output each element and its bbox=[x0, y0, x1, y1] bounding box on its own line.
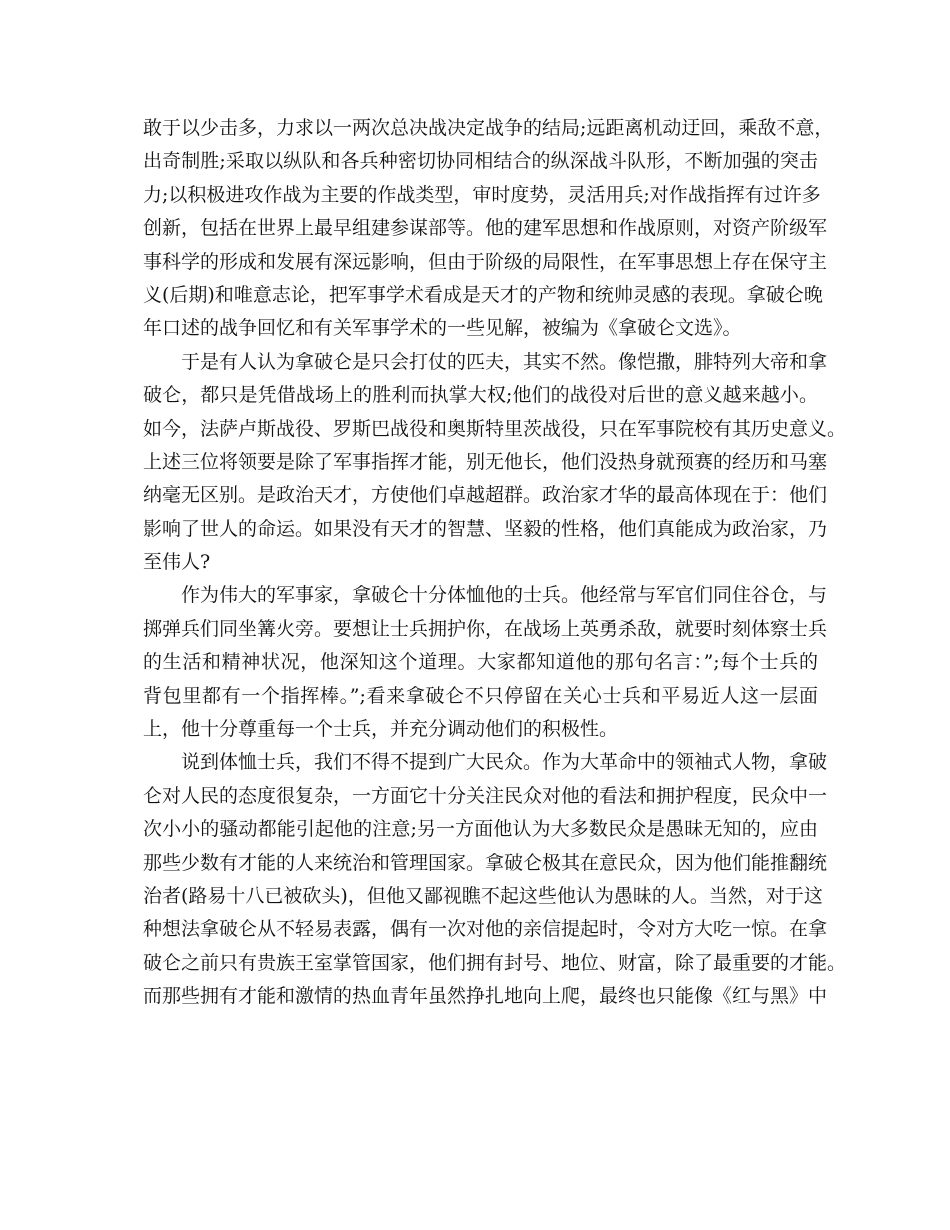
paragraph-3 bbox=[143, 579, 828, 746]
text-line: 说到体恤士兵，我们不得不提到广大民众。作为大革命中的领袖式人物，拿破 bbox=[181, 751, 828, 774]
text-line: 年口述的战争回忆和有关军事学术的一些见解，被编为《拿破仑文选》。 bbox=[143, 317, 742, 340]
text-line: 于是有人认为拿破仑是只会打仗的匹夫，其实不然。像恺撒，腓特列大帝和拿 bbox=[181, 350, 828, 373]
text-line: 的生活和精神状况，他深知这个道理。大家都知道他的那句名言：”;每个士兵的 bbox=[143, 651, 818, 674]
text-line: 治者(路易十八已被砍头)，但他又鄙视瞧不起这些他认为愚昧的人。当然，对于这 bbox=[143, 884, 823, 907]
text-line: 而那些拥有才能和激情的热血青年虽然挣扎地向上爬，最终也只能像《红与黑》中 bbox=[143, 985, 828, 1008]
text-line: 力;以积极进攻作战为主要的作战类型，审时度势，灵活用兵;对作战指挥有过许多 bbox=[143, 183, 821, 206]
text-line: 至伟人? bbox=[143, 551, 211, 574]
text-line: 创新，包括在世界上最早组建参谋部等。他的建军思想和作战原则，对资产阶级军 bbox=[143, 217, 828, 240]
text-line: 作为伟大的军事家，拿破仑十分体恤他的士兵。他经常与军官们同住谷仓，与 bbox=[181, 584, 828, 607]
text-line: 上，他十分尊重每一个士兵，并充分调动他们的积极性。 bbox=[143, 718, 619, 741]
text-line: 破仑，都只是凭借战场上的胜利而执掌大权;他们的战役对后世的意义越来越小。 bbox=[143, 384, 818, 407]
text-line: 纳毫无区别。是政治天才，方使他们卓越超群。政治家才华的最高体现在于：他们 bbox=[143, 484, 828, 507]
text-line: 义(后期)和唯意志论，把军事学术看成是天才的产物和统帅灵感的表现。拿破仑晚 bbox=[143, 283, 823, 306]
text-line: 敢于以少击多，力求以一两次总决战决定战争的结局;远距离机动迂回，乘敌不意， bbox=[143, 117, 834, 139]
text-line: 影响了世人的命运。如果没有天才的智慧、坚毅的性格，他们真能成为政治家，乃 bbox=[143, 517, 828, 540]
text-line: 那些少数有才能的人来统治和管理国家。拿破仑极其在意民众，因为他们能推翻统 bbox=[143, 851, 828, 874]
body-text bbox=[143, 112, 847, 1014]
text-line: 如今，法萨卢斯战役、罗斯巴战役和奥斯特里茨战役，只在军事院校有其历史意义。 bbox=[143, 417, 847, 440]
text-line: 破仑之前只有贵族王室掌管国家，他们拥有封号、地位、财富，除了最重要的才能。 bbox=[143, 951, 847, 974]
text-line: 掷弹兵们同坐篝火旁。要想让士兵拥护你，在战场上英勇杀敌，就要时刻体察士兵 bbox=[143, 617, 828, 640]
text-line: 种想法拿破仑从不轻易表露，偶有一次对他的亲信提起时，令对方大吃一惊。在拿 bbox=[143, 918, 828, 941]
paragraph-2 bbox=[143, 346, 847, 580]
text-line: 仑对人民的态度很复杂，一方面它十分关注民众对他的看法和拥护程度，民众中一 bbox=[143, 784, 828, 807]
paragraph-4 bbox=[143, 746, 847, 1013]
paragraph-1 bbox=[143, 112, 834, 346]
text-line: 事科学的形成和发展有深远影响，但由于阶级的局限性，在军事思想上存在保守主 bbox=[143, 250, 828, 273]
text-line: 背包里都有一个指挥棒。”;看来拿破仑不只停留在关心士兵和平易近人这一层面 bbox=[143, 684, 818, 707]
text-line: 出奇制胜;采取以纵队和各兵种密切协同相结合的纵深战斗队形，不断加强的突击 bbox=[143, 150, 818, 173]
text-line: 次小小的骚动都能引起他的注意;另一方面他认为大多数民众是愚昧无知的，应由 bbox=[143, 818, 818, 841]
text-line: 上述三位将领要是除了军事指挥才能，别无他长，他们没热身就预赛的经历和马塞 bbox=[143, 450, 828, 473]
